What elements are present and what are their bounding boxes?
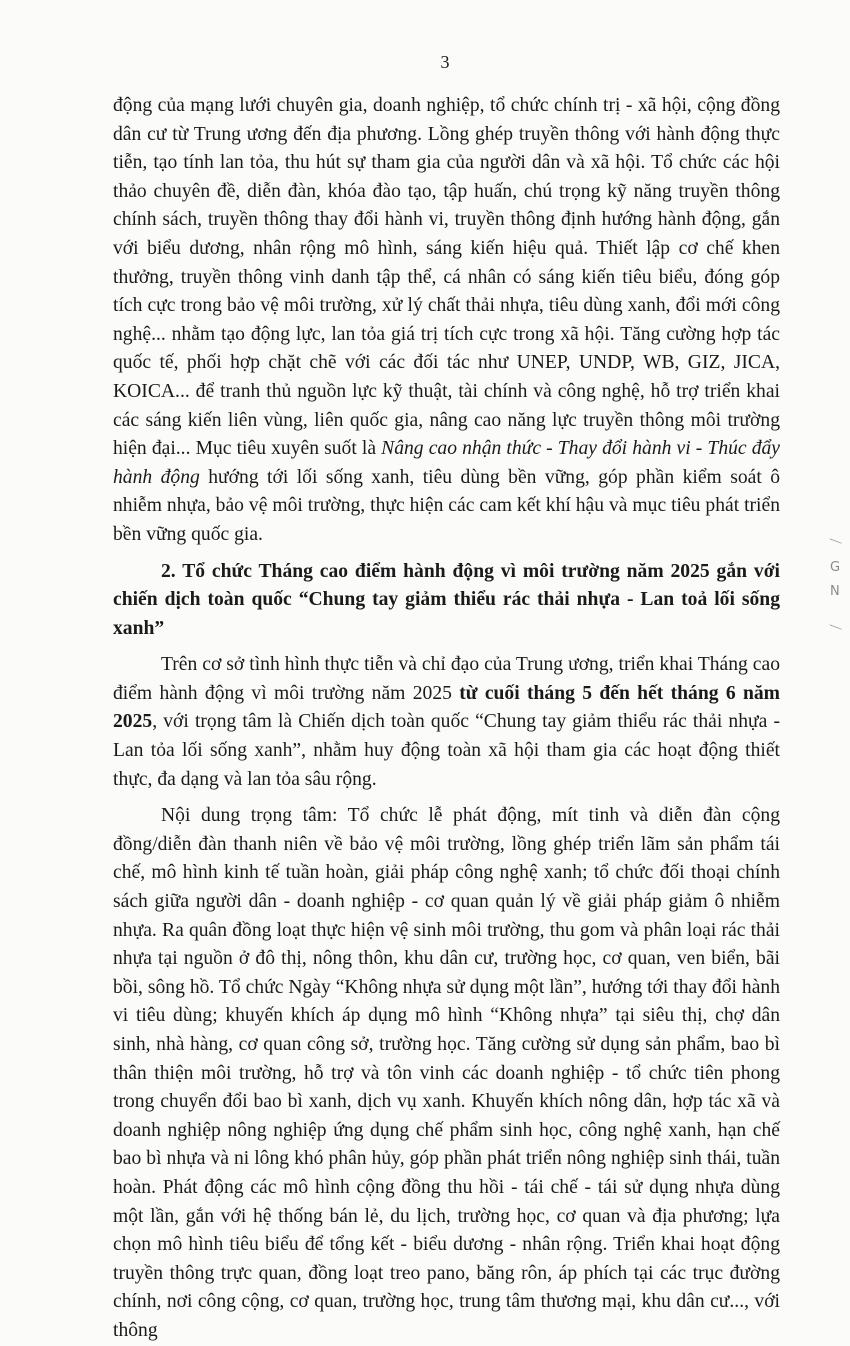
stamp-mark-g: G [830, 560, 841, 575]
paragraph-2 [113, 651, 780, 794]
section-heading-2: 2. Tổ chức Tháng cao điểm hành động vì môi trường năm 2025 gắn với chiến dịch toàn quốc “Chung tay giảm thiểu rác thải nhựa - Lan toả lối sống xanh” [113, 560, 780, 639]
paragraph-3: Nội dung trọng tâm: Tổ chức lễ phát động, mít tinh và diễn đàn cộng đồng/diễn đàn thanh niên về bảo vệ môi trường, lồng ghép triển lãm sản phẩm tái chế, mô hình kinh tế tuần hoàn, giải pháp công nghệ xanh; tổ chức đối thoại chính sách giữa người dân - doanh nghiệp - cơ quan quản lý về giải pháp giảm ô nhiễm nhựa. Ra quân đồng loạt thực hiện vệ sinh môi trường, thu gom và phân loại rác thải nhựa tại nguồn ở đô thị, nông thôn, khu dân cư, trường học, cơ quan, ven biển, bãi bồi, sông hồ. Tổ chức Ngày “Không nhựa sử dụng một lần”, hướng tới thay đổi hành vi tiêu dùng; khuyến khích áp dụng mô hình “Không nhựa” tại siêu thị, chợ dân sinh, nhà hàng, cơ quan công sở, trường học. Tăng cường sử dụng sản phẩm, bao bì thân thiện môi trường, hỗ trợ và tôn vinh các doanh nghiệp - tổ chức tiên phong trong chuyển đổi bao bì xanh, dịch vụ xanh. Khuyến khích nông dân, hợp tác xã và doanh nghiệp nông nghiệp ứng dụng chế phẩm sinh học, công nghệ xanh, hạn chế bao bì nhựa và ni lông khó phân hủy, góp phần phát triển nông nghiệp sinh thái, tuần hoàn. Phát động các mô hình cộng đồng thu hồi - tái chế - tái sử dụng nhựa dùng một lần, gắn với hệ thống bán lẻ, du lịch, trường học, cơ quan và địa phương; lựa chọn mô hình tiêu biểu để tổng kết - biểu dương - nhân rộng. Triển khai hoạt động truyền thông trực quan, đồng loạt treo pano, băng rôn, áp phích tại các trục đường chính, nơi công cộng, cơ quan, trường học, trung tâm thương mại, khu dân cư..., với thông [113, 805, 780, 1341]
document-body [113, 92, 780, 1346]
paragraph-2-text-end: , với trọng tâm là Chiến dịch toàn quốc “Chung tay giảm thiểu rác thải nhựa - Lan tỏa lối sống xanh”, nhằm huy động toàn xã hội tham gia các hoạt động thiết thực, đa dạng và lan tỏa sâu rộng. [113, 711, 780, 790]
stamp-mark-decor: ⟋ [825, 534, 844, 549]
paragraph-1-italic: Nâng cao nhận thức - Thay đổi hành vi - Thúc đẩy hành động [113, 438, 781, 488]
stamp-mark-decor-2: ⟋ [825, 620, 844, 635]
paragraph-2-text: Trên cơ sở tình hình thực tiễn và chỉ đạo của Trung ương, triển khai Tháng cao điểm hành động vì môi trường năm 2025 [113, 654, 780, 704]
paragraph-1-text-end: hướng tới lối sống xanh, tiêu dùng bền vững, góp phần kiểm soát ô nhiễm nhựa, bảo vệ môi trường, thực hiện các cam kết khí hậu và mục tiêu phát triển bền vững quốc gia. [113, 466, 780, 545]
paragraph-1 [113, 92, 780, 550]
page-number: 3 [440, 52, 450, 72]
paragraph-2-bold: từ cuối tháng 5 đến hết tháng 6 năm 2025 [113, 682, 780, 733]
stamp-mark-n: N [830, 584, 840, 599]
paragraph-1-text: động của mạng lưới chuyên gia, doanh nghiệp, tổ chức chính trị - xã hội, cộng đồng dân cư từ Trung ương đến địa phương. Lồng ghép truyền thông với hành động thực tiễn, tạo tính lan tỏa, thu hút sự tham gia của người dân và xã hội. Tổ chức các hội thảo chuyên đề, diễn đàn, khóa đào tạo, tập huấn, chú trọng kỹ năng truyền thông chính sách, truyền thông thay đổi hành vi, truyền thông định hướng hành động, gắn với biểu dương, nhân rộng mô hình, sáng kiến hiệu quả. Thiết lập cơ chế khen thưởng, truyền thông vinh danh tập thể, cá nhân có sáng kiến tiêu biểu, đóng góp tích cực trong bảo vệ môi trường, xử lý chất thải nhựa, tiêu dùng xanh, đổi mới công nghệ... nhằm tạo động lực, lan tỏa giá trị tích cực trong xã hội. Tăng cường hợp tác quốc tế, phối hợp chặt chẽ với các đối tác như UNEP, UNDP, WB, GIZ, JICA, KOICA... để tranh thủ nguồn lực kỹ thuật, tài chính và công nghệ, hỗ trợ triển khai các sáng kiến liên vùng, liên quốc gia, nâng cao năng lực truyền thông môi trường hiện đại... Mục tiêu xuyên suốt là [113, 95, 780, 460]
